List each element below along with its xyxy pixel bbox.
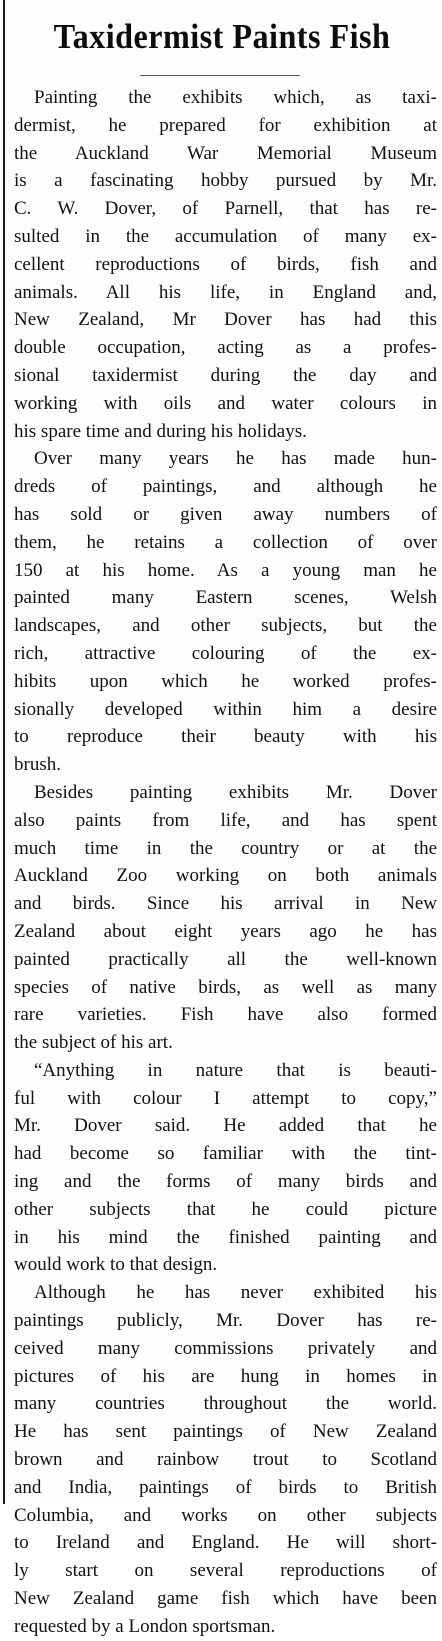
article-line: 150 at his home. As a young man he	[14, 559, 437, 581]
article-paragraph	[14, 1279, 437, 1640]
article-line: Columbia, and works on other subjects	[14, 1504, 437, 1526]
article-line: the Auckland War Memorial Museum	[14, 142, 437, 164]
article-line: Besides painting exhibits Mr. Dover	[34, 781, 437, 803]
article-line: New Zealand, Mr Dover has had this	[14, 309, 437, 331]
article-paragraph	[14, 84, 437, 445]
article-line: Painting the exhibits which, as taxi-	[34, 87, 437, 108]
article-line: brown and rainbow trout to Scotland	[14, 1449, 437, 1471]
headline: Taxidermist Paints Fish	[53, 17, 391, 56]
article-line: pictures of his are hung in homes in	[14, 1365, 437, 1387]
article-line: working with oils and water colours in	[14, 392, 437, 414]
article-line: rich, attractive colouring of the ex-	[14, 642, 437, 664]
article-line: paintings publicly, Mr. Dover has re-	[14, 1310, 437, 1332]
article-line: ful with colour I attempt to copy,”	[14, 1087, 437, 1109]
article-line: dermist, he prepared for exhibition at	[14, 114, 437, 136]
article-line: Auckland Zoo working on both animals	[14, 865, 437, 887]
article-line: painted practically all the well-known	[14, 948, 437, 970]
article-line: Although he has never exhibited his	[34, 1282, 437, 1304]
article-line: other subjects that he could picture	[14, 1198, 437, 1220]
article-line: the subject of his art.	[14, 1032, 173, 1054]
article-line: ly start on several reproductions of	[14, 1560, 437, 1582]
article-line: New Zealand game fish which have been	[14, 1588, 437, 1610]
article-line: in his mind the finished painting and	[14, 1226, 437, 1248]
headline-rule	[140, 75, 300, 76]
article-line: species of native birds, as well as many	[14, 976, 437, 998]
article-line: and India, paintings of birds to British	[14, 1476, 437, 1498]
article-line: Mr. Dover said. He added that he	[14, 1115, 437, 1137]
article-line: double occupation, acting as a profes-	[14, 337, 437, 359]
article-line: cellent reproductions of birds, fish and	[14, 253, 437, 275]
article-paragraph	[14, 779, 437, 1057]
article-line: to Ireland and England. He will short-	[14, 1532, 437, 1554]
article-line: them, he retains a collection of over	[14, 531, 437, 553]
article-paragraph	[14, 445, 437, 779]
article-line: rare varieties. Fish have also formed	[14, 1004, 437, 1026]
article-paragraph	[14, 1057, 437, 1279]
article-line: painted many Eastern scenes, Welsh	[14, 587, 437, 609]
article-line: sulted in the accumulation of many ex-	[14, 225, 437, 247]
article-line: much time in the country or at the	[14, 837, 437, 859]
article-line: “Anything in nature that is beauti-	[34, 1059, 437, 1081]
article-body	[14, 84, 437, 1641]
article-line: brush.	[14, 754, 61, 776]
article-line: He has sent paintings of New Zealand	[14, 1421, 437, 1443]
article-line: sional taxidermist during the day and	[14, 364, 437, 386]
article-line: sionally developed within him a desire	[14, 698, 437, 720]
article-line: also paints from life, and has spent	[14, 809, 437, 831]
article-line: has sold or given away numbers of	[14, 503, 437, 525]
article-line: Over many years he has made hun-	[34, 448, 437, 470]
column-rule	[3, 0, 5, 1504]
article-line: hibits upon which he worked profes-	[14, 670, 437, 692]
article-line: is a fascinating hobby pursued by Mr.	[14, 170, 437, 192]
article-line: many countries throughout the world.	[14, 1393, 437, 1415]
article-line: landscapes, and other subjects, but the	[14, 615, 437, 637]
article-line: would work to that design.	[14, 1254, 218, 1276]
article-line: dreds of paintings, and although he	[14, 476, 437, 498]
article-line: had become so familiar with the tint-	[14, 1143, 437, 1165]
article-line: animals. All his life, in England and,	[14, 281, 437, 303]
article-line: C. W. Dover, of Parnell, that has re-	[14, 198, 437, 220]
article-line: to reproduce their beauty with his	[14, 726, 437, 748]
article-line: ing and the forms of many birds and	[14, 1171, 437, 1193]
article-line: requested by a London sportsman.	[14, 1615, 276, 1637]
article-line: his spare time and during his holidays.	[14, 420, 307, 442]
article-line: and birds. Since his arrival in New	[14, 893, 437, 915]
article-line: Zealand about eight years ago he has	[14, 920, 437, 942]
article-line: ceived many commissions privately and	[14, 1337, 437, 1359]
